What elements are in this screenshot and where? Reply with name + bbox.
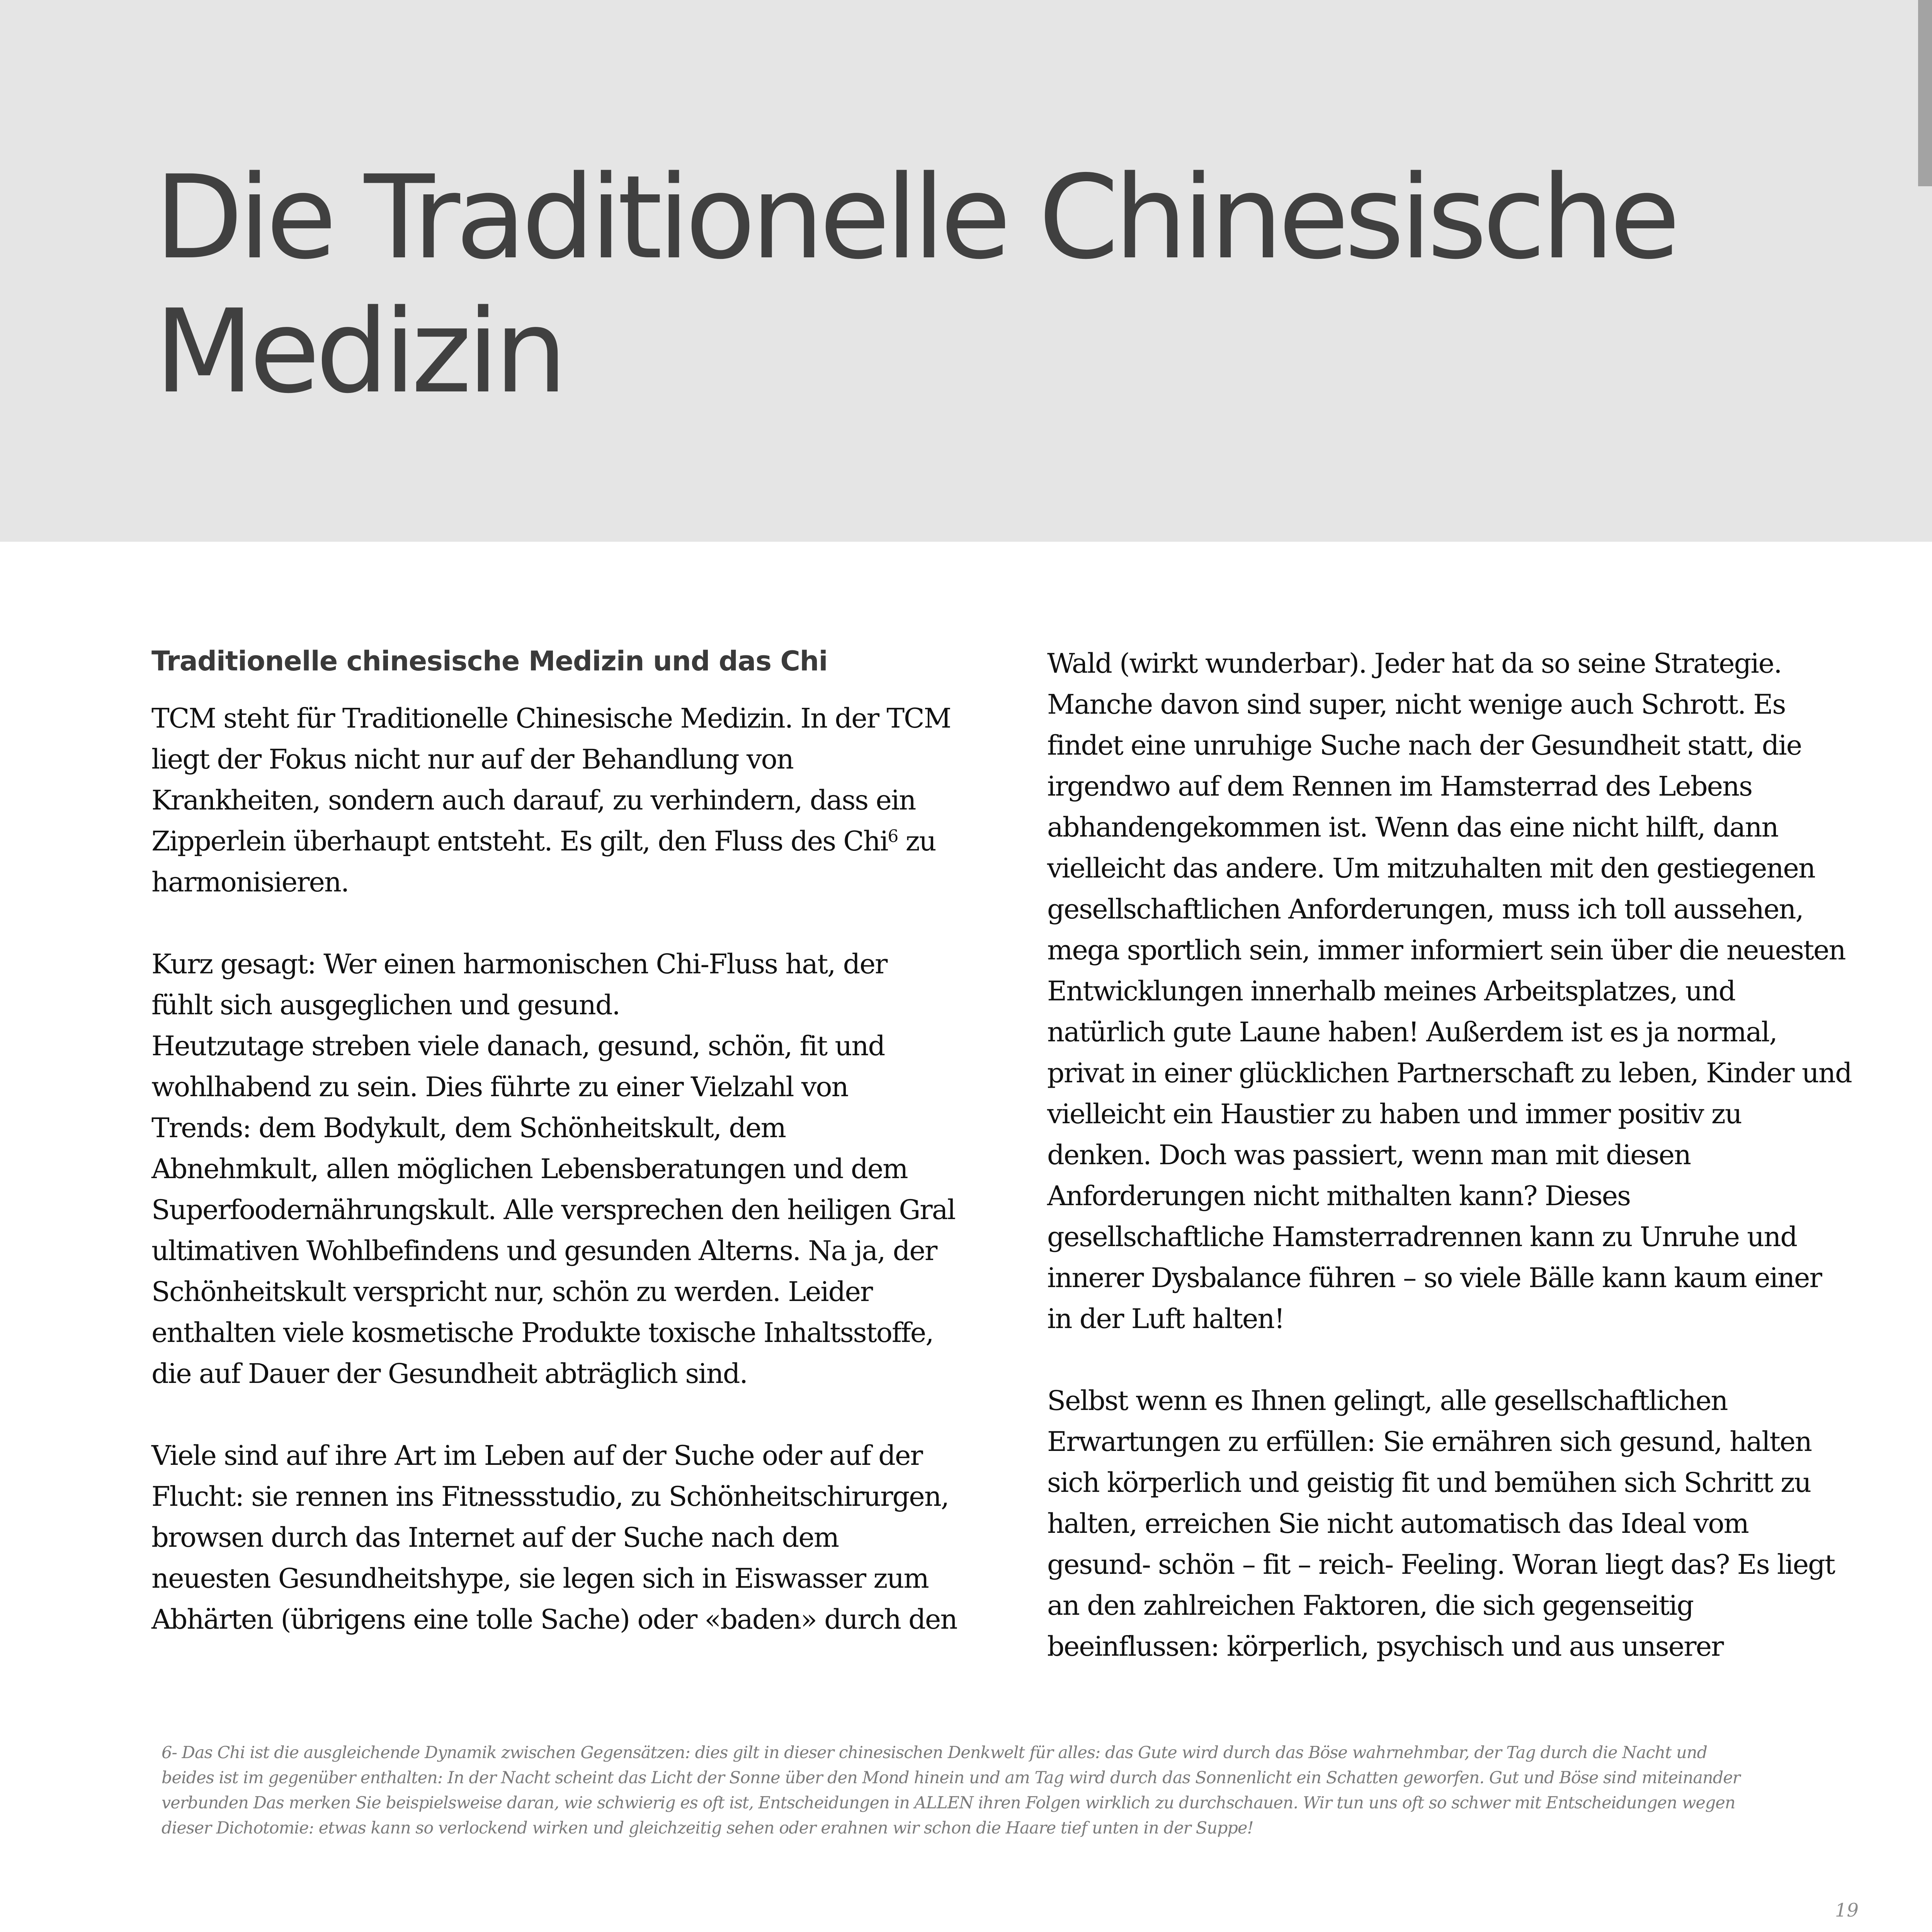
- text-line: neuesten Gesundheitshype, sie legen sich in Eiswasser zum: [151, 1563, 929, 1594]
- footnote-reference: 6: [888, 827, 898, 846]
- text-line: Kurz gesagt: Wer einen harmonischen Chi-Fluss hat, der: [151, 948, 887, 980]
- text-line: TCM steht für Traditionelle Chinesische Medizin. In der TCM: [151, 702, 951, 734]
- text-line: [151, 821, 971, 862]
- text-line: vielleicht ein Haustier zu haben und immer positiv zu: [1047, 1098, 1742, 1130]
- text-line: Abhärten (übrigens eine tolle Sache) oder «baden» durch den: [151, 1604, 957, 1635]
- paragraph: [1047, 643, 1870, 1339]
- footnote-line: 6- Das Chi ist die ausgleichende Dynamik zwischen Gegensätzen: dies gilt in dieser chinesischen Denkwelt für alles: das Gute wird durch das Böse wahrnehmbar, der Tag durch die Nacht und: [162, 1743, 1708, 1762]
- text-line: Entwicklungen innerhalb meines Arbeitsplatzes, und: [1047, 975, 1735, 1007]
- footnote: [162, 1740, 1854, 1841]
- text-line: Flucht: sie rennen ins Fitnessstudio, zu Schönheitschirurgen,: [151, 1481, 949, 1512]
- text-line: Erwartungen zu erfüllen: Sie ernähren sich gesund, halten: [1047, 1426, 1812, 1458]
- text-line: Viele sind auf ihre Art im Leben auf der Suche oder auf der: [151, 1440, 922, 1471]
- page-title-line: Die Traditionelle Chinesische: [155, 151, 1676, 285]
- text-fragment: Zipperlein überhaupt entsteht. Es gilt, den Fluss des Chi: [151, 825, 888, 857]
- text-line: vielleicht das andere. Um mitzuhalten mit den gestiegenen: [1047, 852, 1815, 884]
- corner-tab: [1918, 0, 1932, 186]
- text-line: gesund- schön – fit – reich- Feeling. Woran liegt das? Es liegt: [1047, 1549, 1835, 1580]
- text-line: abhandengekommen ist. Wenn das eine nicht hilft, dann: [1047, 811, 1778, 843]
- footnote-line: dieser Dichotomie: etwas kann so verlockend wirken und gleichzeitig sehen oder erahnen wir schon die Haare tief unten in der Suppe!: [162, 1818, 1253, 1838]
- text-line: Heutzutage streben viele danach, gesund, schön, fit und: [151, 1030, 885, 1062]
- paragraph: [151, 944, 971, 1394]
- page-number: 19: [1835, 1900, 1859, 1921]
- right-column: [1047, 643, 1870, 1667]
- text-line: mega sportlich sein, immer informiert sein über die neuesten: [1047, 934, 1845, 966]
- text-line: an den zahlreichen Faktoren, die sich gegenseitig: [1047, 1590, 1694, 1621]
- section-heading: Traditionelle chinesische Medizin und das Chi: [151, 645, 828, 677]
- text-line: Anforderungen nicht mithalten kann? Dieses: [1047, 1180, 1631, 1212]
- footnote-line: beides ist im gegenüber enthalten: In der Nacht scheint das Licht der Sonne über den Mond hinein und am Tag wird durch das Sonnenlicht ein Schatten geworfen. Gut und Böse sind miteinander: [162, 1768, 1740, 1787]
- text-line: gesellschaftlichen Anforderungen, muss ich toll aussehen,: [1047, 893, 1803, 925]
- paragraph: [1047, 1380, 1870, 1667]
- text-fragment: zu: [898, 825, 936, 857]
- text-line: findet eine unruhige Suche nach der Gesundheit statt, die: [1047, 730, 1802, 761]
- page-title: [155, 151, 1855, 419]
- text-line: irgendwo auf dem Rennen im Hamsterrad des Lebens: [1047, 770, 1752, 802]
- text-line: fühlt sich ausgeglichen und gesund.: [151, 989, 620, 1021]
- text-line: enthalten viele kosmetische Produkte toxische Inhaltsstoffe,: [151, 1317, 934, 1349]
- text-line: die auf Dauer der Gesundheit abträglich sind.: [151, 1358, 747, 1389]
- text-line: Abnehmkult, allen möglichen Lebensberatungen und dem: [151, 1153, 908, 1185]
- text-line: Superfoodernährungskult. Alle versprechen den heiligen Gral: [151, 1194, 955, 1226]
- text-line: ultimativen Wohlbefindens und gesunden Alterns. Na ja, der: [151, 1235, 937, 1267]
- text-line: natürlich gute Laune haben! Außerdem ist es ja normal,: [1047, 1016, 1777, 1048]
- text-line: Krankheiten, sondern auch darauf, zu verhindern, dass ein: [151, 784, 916, 816]
- text-line: gesellschaftliche Hamsterradrennen kann zu Unruhe und: [1047, 1221, 1797, 1253]
- footnote-line: verbunden Das merken Sie beispielsweise daran, wie schwierig es oft ist, Entscheidungen in ALLEN ihren Folgen wirklich zu durchschauen. Wir tun uns oft so schwer mit Entscheidungen wegen: [162, 1793, 1735, 1813]
- text-line: innerer Dysbalance führen – so viele Bälle kann kaum einer: [1047, 1262, 1821, 1294]
- paragraph-gap: [151, 1394, 971, 1435]
- paragraph: [151, 1435, 971, 1640]
- text-line: denken. Doch was passiert, wenn man mit diesen: [1047, 1139, 1691, 1171]
- text-line: beeinflussen: körperlich, psychisch und aus unserer: [1047, 1631, 1723, 1662]
- text-line: browsen durch das Internet auf der Suche nach dem: [151, 1522, 839, 1553]
- text-line: harmonisieren.: [151, 866, 349, 898]
- paragraph-gap: [1047, 1339, 1870, 1380]
- text-line: Selbst wenn es Ihnen gelingt, alle gesellschaftlichen: [1047, 1385, 1728, 1417]
- text-line: Manche davon sind super, nicht wenige auch Schrott. Es: [1047, 689, 1786, 720]
- text-line: halten, erreichen Sie nicht automatisch das Ideal vom: [1047, 1508, 1748, 1539]
- text-line: sich körperlich und geistig fit und bemühen sich Schritt zu: [1047, 1467, 1811, 1498]
- text-line: liegt der Fokus nicht nur auf der Behandlung von: [151, 743, 793, 775]
- text-line: privat in einer glücklichen Partnerschaft zu leben, Kinder und: [1047, 1057, 1852, 1089]
- page-title-line: Medizin: [155, 285, 563, 419]
- text-line: wohlhabend zu sein. Dies führte zu einer Vielzahl von: [151, 1071, 848, 1103]
- paragraph: [151, 698, 971, 903]
- text-line: Wald (wirkt wunderbar). Jeder hat da so seine Strategie.: [1047, 648, 1782, 679]
- text-line: Schönheitskult verspricht nur, schön zu werden. Leider: [151, 1276, 872, 1308]
- paragraph-gap: [151, 903, 971, 944]
- text-line: Trends: dem Bodykult, dem Schönheitskult, dem: [151, 1112, 786, 1144]
- text-line: in der Luft halten!: [1047, 1303, 1284, 1335]
- left-column: [151, 641, 971, 1640]
